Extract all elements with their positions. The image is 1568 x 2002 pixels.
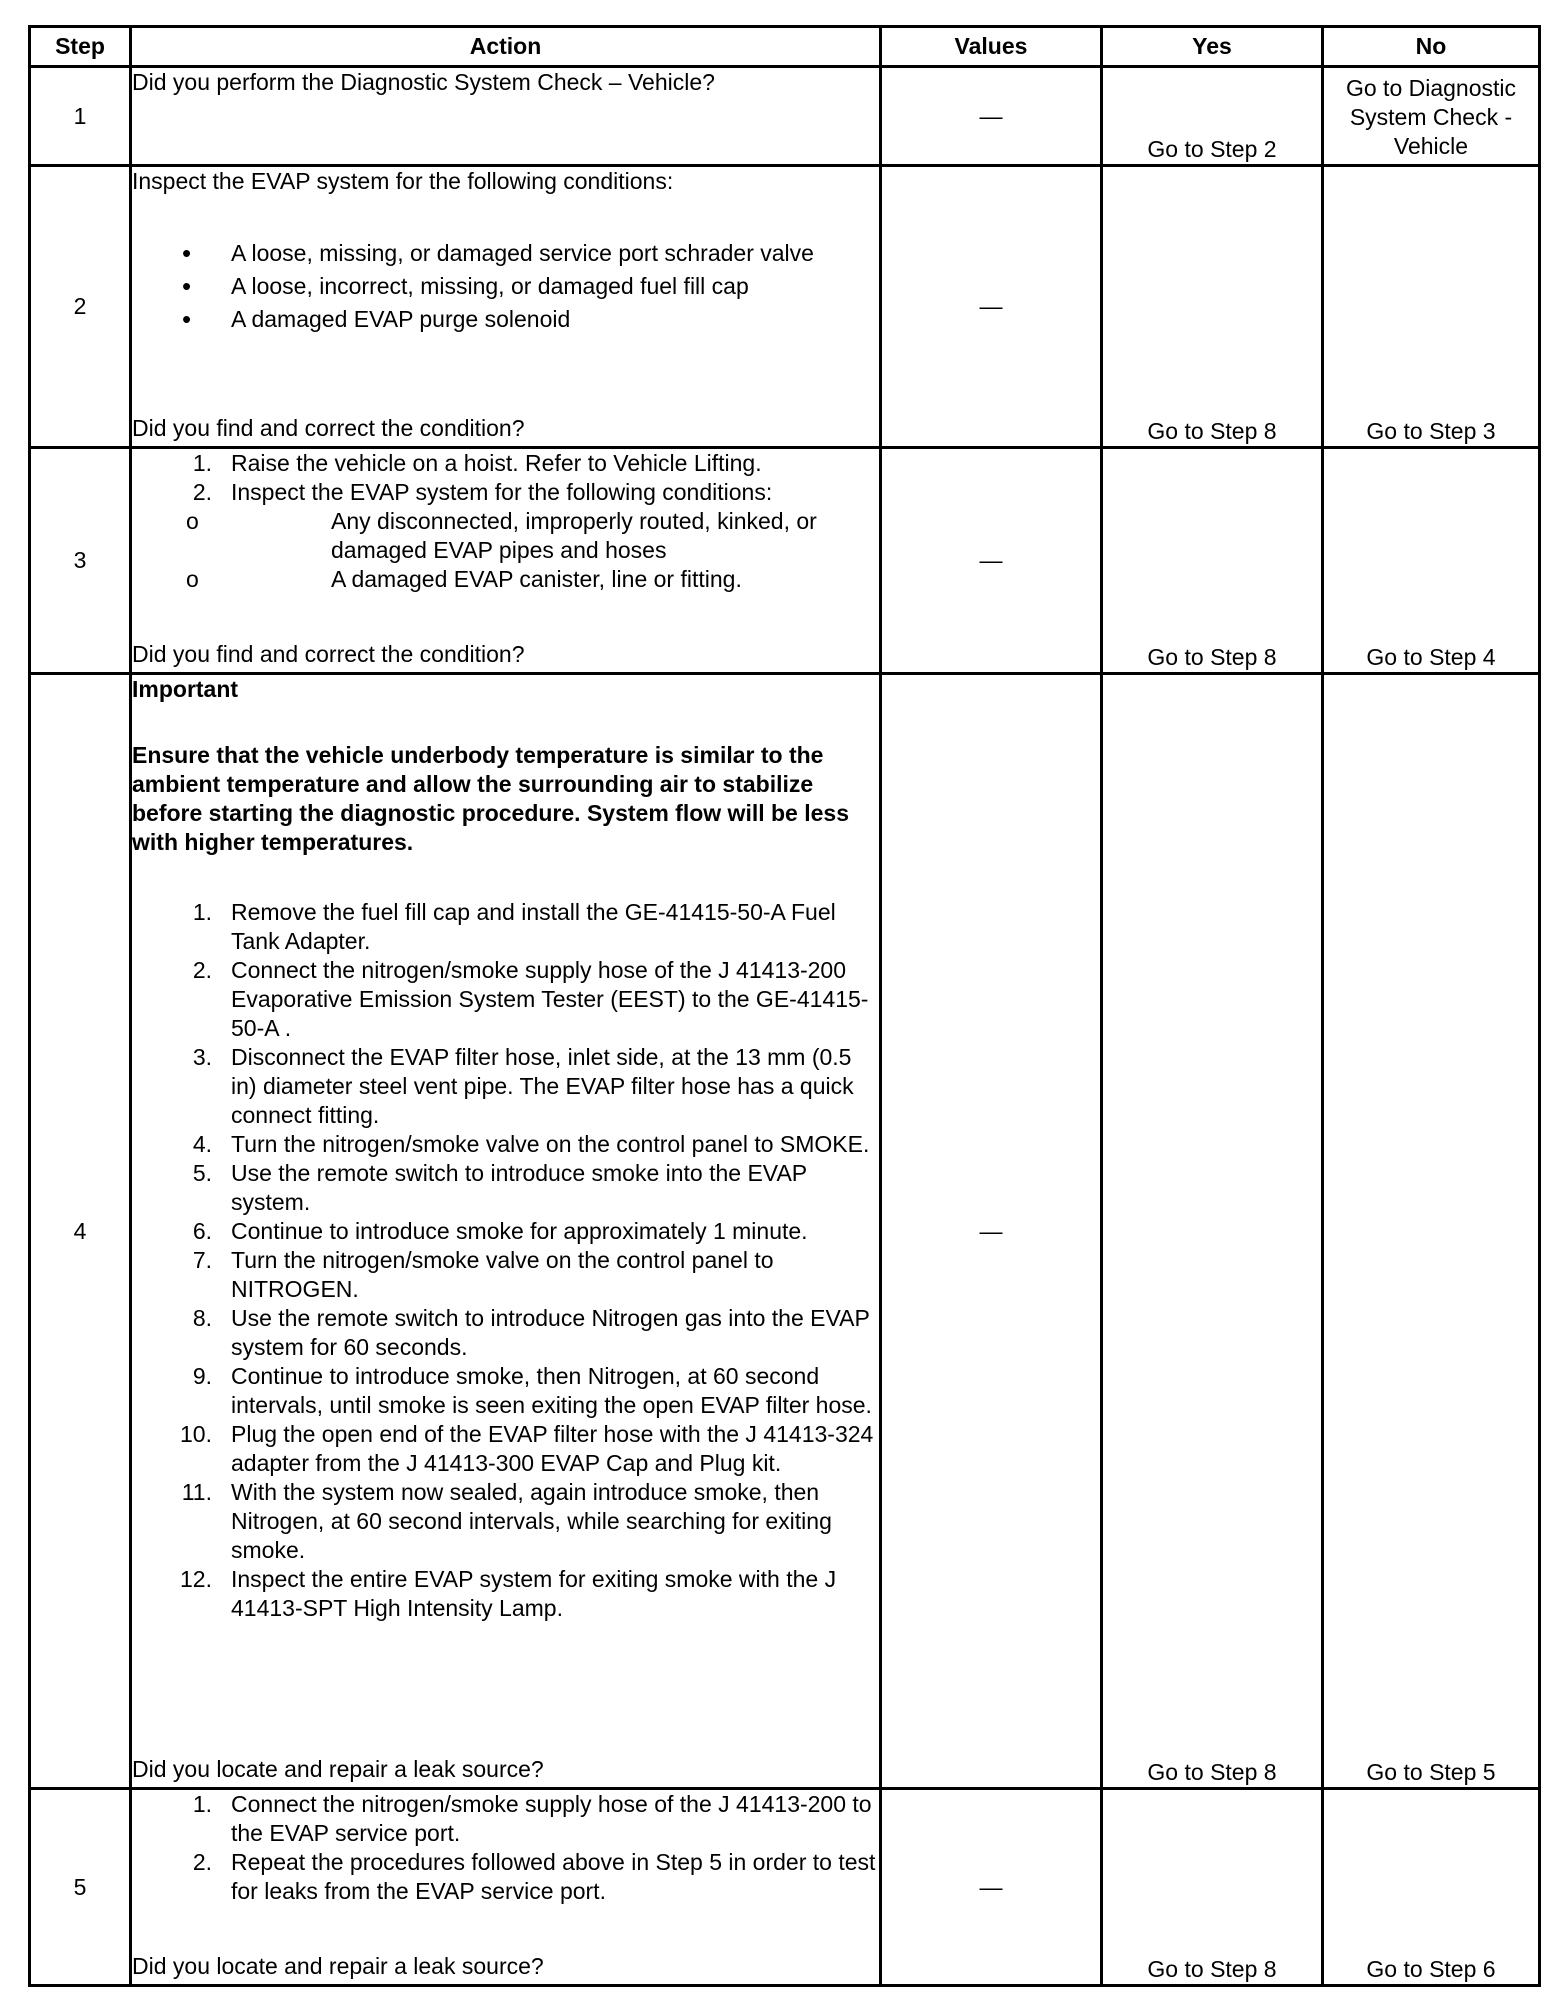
header-step: Step (30, 27, 131, 67)
action-question: Did you perform the Diagnostic System Check – Vehicle? (132, 69, 715, 95)
yes-cell: Go to Step 8 (1102, 166, 1323, 448)
important-note: Ensure that the vehicle underbody temperature is similar to the ambient temperature and allow the surrounding air to stabilize before starting the diagnostic procedure. System flow will be less with higher temperatures. (132, 742, 849, 855)
action-cell (131, 674, 881, 1789)
values-cell: — (881, 1789, 1102, 1986)
list-item: • A loose, missing, or damaged service port schrader valve (132, 239, 879, 268)
list-item: 1. Raise the vehicle on a hoist. Refer to Vehicle Lifting. (192, 450, 762, 476)
yes-cell: Go to Step 2 (1102, 67, 1323, 166)
no-cell: Go to Step 5 (1323, 674, 1540, 1789)
important-label: Important (132, 676, 239, 702)
list-item: 4. Turn the nitrogen/smoke valve on the control panel to SMOKE. (192, 1131, 870, 1157)
list-item: 1. Remove the fuel fill cap and install the GE-41415-50-A Fuel Tank Adapter. (192, 899, 836, 954)
list-item: 6. Continue to introduce smoke for approximately 1 minute. (192, 1218, 808, 1244)
list-item: 1. Connect the nitrogen/smoke supply hose of the J 41413-200 to the EVAP service port. (192, 1791, 872, 1846)
no-cell: Go to Diagnostic System Check - Vehicle (1323, 67, 1540, 166)
list-item: 12. Inspect the entire EVAP system for exiting smoke with the J 41413-SPT High Intensity Lamp. (180, 1566, 837, 1621)
yes-cell: Go to Step 8 (1102, 1789, 1323, 1986)
list-item: 3. Disconnect the EVAP filter hose, inlet side, at the 13 mm (0.5 in) diameter steel vent pipe. The EVAP filter hose has a quick connect fitting. (192, 1044, 854, 1128)
step-number: 1 (30, 67, 131, 166)
no-cell: Go to Step 6 (1323, 1789, 1540, 1986)
values-cell: — (881, 448, 1102, 674)
action-cell (131, 166, 881, 448)
list-item: 2. Connect the nitrogen/smoke supply hose of the J 41413-200 Evaporative Emission System Tester (EEST) to the GE-41415-50-A . (192, 957, 869, 1041)
list-item: o A damaged EVAP canister, line or fitting. (132, 565, 879, 594)
table-row (30, 448, 1540, 674)
procedure-list (132, 449, 879, 594)
sub-condition-list (132, 507, 879, 594)
list-item: • A damaged EVAP purge solenoid (132, 305, 879, 334)
action-cell (131, 1789, 881, 1986)
values-cell: — (881, 67, 1102, 166)
list-item: 10. Plug the open end of the EVAP filter hose with the J 41413-324 adapter from the J 41413-300 EVAP Cap and Plug kit. (180, 1421, 874, 1476)
step-number: 5 (30, 1789, 131, 1986)
values-cell: — (881, 674, 1102, 1789)
list-item: 7. Turn the nitrogen/smoke valve on the control panel to NITROGEN. (192, 1247, 774, 1302)
list-item: 2. Repeat the procedures followed above in Step 5 in order to test for leaks from the EVAP service port. (192, 1849, 876, 1904)
diagnostic-table (28, 25, 1541, 1987)
values-cell: — (881, 166, 1102, 448)
no-cell: Go to Step 4 (1323, 448, 1540, 674)
step-number: 2 (30, 166, 131, 448)
list-item: 8. Use the remote switch to introduce Nitrogen gas into the EVAP system for 60 seconds. (192, 1305, 870, 1360)
list-item: 5. Use the remote switch to introduce smoke into the EVAP system. (192, 1160, 807, 1215)
action-cell (131, 67, 881, 166)
header-action: Action (131, 27, 881, 67)
list-item: 9. Continue to introduce smoke, then Nitrogen, at 60 second intervals, until smoke is seen exiting the open EVAP filter hose. (192, 1363, 872, 1418)
action-intro: Inspect the EVAP system for the following conditions: (132, 168, 674, 194)
header-values: Values (881, 27, 1102, 67)
list-item: o Any disconnected, improperly routed, kinked, or damaged EVAP pipes and hoses (132, 507, 879, 565)
yes-cell: Go to Step 8 (1102, 448, 1323, 674)
table-row (30, 166, 1540, 448)
action-cell (131, 448, 881, 674)
header-row (30, 27, 1540, 67)
condition-list (132, 239, 879, 334)
table-row (30, 674, 1540, 1789)
header-no: No (1323, 27, 1540, 67)
list-item: 11. With the system now sealed, again introduce smoke, then Nitrogen, at 60 second intervals, while searching for exiting smoke. (181, 1479, 832, 1563)
action-question: Did you find and correct the condition? (132, 641, 525, 667)
procedure-list (132, 1790, 879, 1906)
step-number: 4 (30, 674, 131, 1789)
list-item: • A loose, incorrect, missing, or damaged fuel fill cap (132, 272, 879, 301)
step-number: 3 (30, 448, 131, 674)
procedure-list (132, 898, 879, 1623)
action-question: Did you locate and repair a leak source? (132, 1756, 544, 1782)
action-question: Did you find and correct the condition? (132, 415, 525, 441)
table-row (30, 67, 1540, 166)
table-row (30, 1789, 1540, 1986)
list-item: 2. Inspect the EVAP system for the following conditions: o Any disconnected, improperly routed, kinked, or damaged EVAP pipes and hoses o A damaged EVAP canister, line or fitting. (132, 478, 879, 594)
no-cell: Go to Step 3 (1323, 166, 1540, 448)
header-yes: Yes (1102, 27, 1323, 67)
yes-cell: Go to Step 8 (1102, 674, 1323, 1789)
action-question: Did you locate and repair a leak source? (132, 1953, 544, 1979)
